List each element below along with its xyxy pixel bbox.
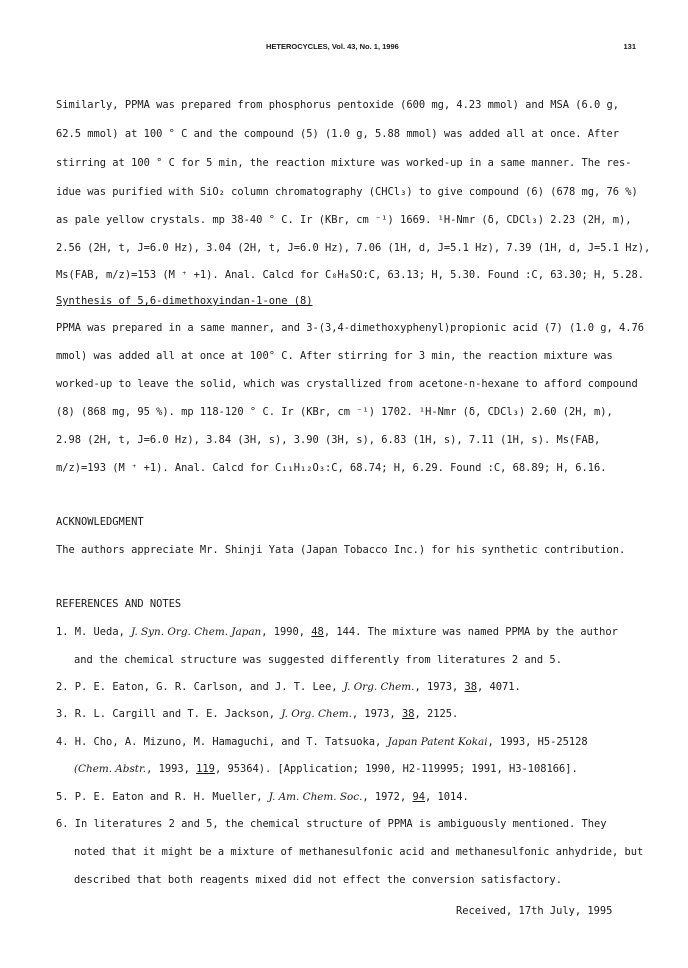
refs-heading: REFERENCES AND NOTES: [56, 598, 182, 610]
ref-5: 5. P. E. Eaton and R. H. Mueller, J. Am. Chem. Soc., 1972, 94, 1014.: [56, 791, 469, 803]
para2-line-3: worked-up to leave the solid, which was crystallized from acetone-n-hexane to afford compound: [56, 378, 638, 390]
ack-heading: ACKNOWLEDGMENT: [56, 516, 144, 528]
ref-4: 4. H. Cho, A. Mizuno, M. Hamaguchi, and T. Tatsuoka, Japan Patent Kokai, 1993, H5-25128: [56, 736, 588, 748]
para2-line-4: (8) (868 mg, 95 %). mp 118-120 ° C. Ir (KBr, cm ⁻¹) 1702. ¹H-Nmr (δ, CDCl₃) 2.60 (2H, m),: [56, 406, 613, 418]
para1-line-2: 62.5 mmol) at 100 ° C and the compound (5) (1.0 g, 5.88 mmol) was added all at once. After: [56, 128, 620, 140]
ref-3: 3. R. L. Cargill and T. E. Jackson, J. Org. Chem., 1973, 38, 2125.: [56, 708, 459, 720]
section-heading: Synthesis of 5,6-dimethoxyindan-1-one (8): [56, 295, 313, 307]
ref-2: 2. P. E. Eaton, G. R. Carlson, and J. T. Lee, J. Org. Chem., 1973, 38, 4071.: [56, 681, 521, 693]
ref-6: 6. In literatures 2 and 5, the chemical structure of PPMA is ambiguously mentioned. They: [56, 818, 607, 830]
ref-6-cont-2: described that both reagents mixed did not effect the conversion satisfactory.: [74, 874, 562, 886]
para2-line-1: PPMA was prepared in a same manner, and 3-(3,4-dimethoxyphenyl)propionic acid (7) (1.0 g, 4.76: [56, 322, 645, 334]
page-number: 131: [623, 42, 636, 51]
ref-1-cont: and the chemical structure was suggested differently from literatures 2 and 5.: [74, 654, 562, 666]
ack-text: The authors appreciate Mr. Shinji Yata (Japan Tobacco Inc.) for his synthetic contribution.: [56, 544, 626, 556]
para1-line-5: as pale yellow crystals. mp 38-40 ° C. Ir (KBr, cm ⁻¹) 1669. ¹H-Nmr (δ, CDCl₃) 2.23 (2H, m),: [56, 214, 632, 226]
para1-line-7: Ms(FAB, m/z)=153 (M ⁺ +1). Anal. Calcd for C₈H₈SO:C, 63.13; H, 5.30. Found :C, 63.30; H, 5.28.: [56, 269, 645, 281]
para1-line-1: Similarly, PPMA was prepared from phosphorus pentoxide (600 mg, 4.23 mmol) and MSA (6.0 g,: [56, 99, 620, 111]
ref-6-cont-1: noted that it might be a mixture of methanesulfonic acid and methanesulfonic anhydride, but: [74, 846, 644, 858]
para1-line-3: stirring at 100 ° C for 5 min, the reaction mixture was worked-up in a same manner. The res-: [56, 157, 632, 169]
received-date: Received, 17th July, 1995: [456, 905, 613, 917]
para2-line-2: mmol) was added all at once at 100° C. After stirring for 3 min, the reaction mixture was: [56, 350, 613, 362]
running-header: [0, 42, 688, 56]
ref-1: 1. M. Ueda, J. Syn. Org. Chem. Japan, 1990, 48, 144. The mixture was named PPMA by the author: [56, 626, 618, 638]
para1-line-6: 2.56 (2H, t, J=6.0 Hz), 3.04 (2H, t, J=6.0 Hz), 7.06 (1H, d, J=5.1 Hz), 7.39 (1H, d, J=5.1 Hz),: [56, 242, 651, 254]
para2-line-5: 2.98 (2H, t, J=6.0 Hz), 3.84 (3H, s), 3.90 (3H, s), 6.83 (1H, s), 7.11 (1H, s). Ms(FAB,: [56, 434, 601, 446]
para1-line-4: idue was purified with SiO₂ column chromatography (CHCl₃) to give compound (6) (678 mg, 76 %): [56, 186, 638, 198]
para2-line-6: m/z)=193 (M ⁺ +1). Anal. Calcd for C₁₁H₁₂O₃:C, 68.74; H, 6.29. Found :C, 68.89; H, 6.16.: [56, 462, 607, 474]
ref-4-cont: (Chem. Abstr., 1993, 119, 95364). [Application; 1990, H2-119995; 1991, H3-108166].: [74, 763, 578, 775]
journal-citation: HETEROCYCLES, Vol. 43, No. 1, 1996: [266, 42, 399, 51]
